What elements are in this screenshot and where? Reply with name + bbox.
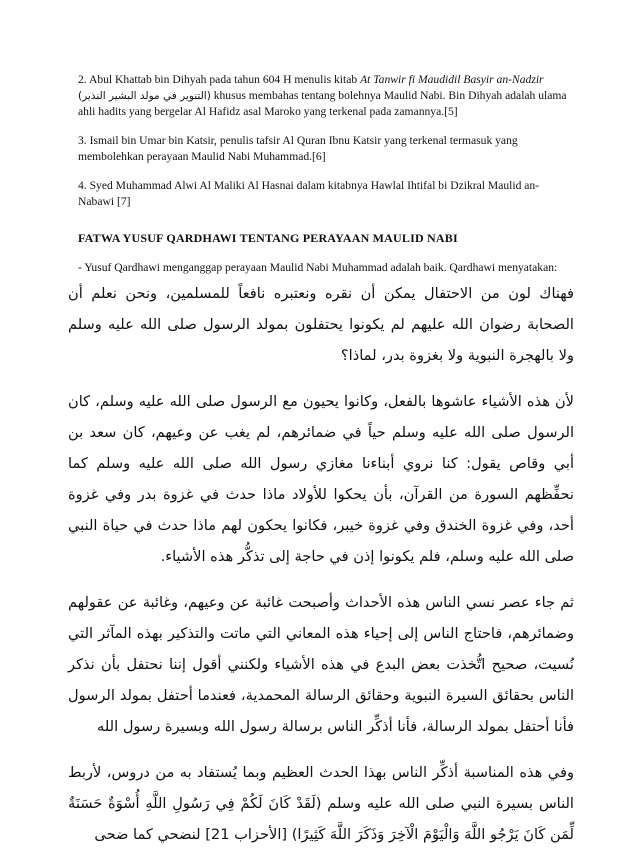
arabic-paragraph-3: ثم جاء عصر نسي الناس هذه الأحداث وأصبحت غائبة عن وعيهم، وغائبة عن عقولهم وضمائرهم، فاحتاج الناس إلى إحياء هذه المعاني التي ماتت والتذكير بهذه المآثر التي نُسيت، صحيح اتُّخذت بعض البدع في هذه الأشياء ولكنني أقول إننا نحتفل بأن نذكر الناس بحقائق السيرة النبوية وحقائق الرسالة المحمدية، فعندما أحتفل بمولد الرسول فأنا أحتفل بمولد الرسالة، فأنا أذكِّر الناس برسالة رسول الله وبسيرة رسول الله [68, 594, 574, 735]
item2-book-title: At Tanwir fi Maudidil Basyir an-Nadzir [360, 73, 544, 86]
list-item-3: 3. Ismail bin Umar bin Katsir, penulis tafsir Al Quran Ibnu Katsir yang terkenal termasuk yang membolehkan perayaan Maulid Nabi Muhammad.[6] [78, 134, 518, 163]
arabic-paragraph-4: وفي هذه المناسبة أذكِّر الناس بهذا الحدث العظيم وبما يُستفاد به من دروس، لأربط الناس بسيرة النبي صلى الله عليه وسلم (لَقَدْ كَانَ لَكُمْ فِي رَسُولِ اللَّهِ أُسْوَةٌ حَسَنَةٌ لِّمَن كَانَ يَرْجُو اللَّهَ وَالْيَوْمَ الْآخِرَ وَذَكَرَ اللَّهَ كَثِيرًا) [الأحزاب 21] لنضحي كما ضحى [68, 764, 574, 843]
item2-text-pre: 2. Abul Khattab bin Dihyah pada tahun 604 H menulis kitab [78, 73, 361, 86]
section-heading: FATWA YUSUF QARDHAWI TENTANG PERAYAAN MAULID NABI [78, 231, 458, 245]
fatwa-intro: - Yusuf Qardhawi menganggap perayaan Maulid Nabi Muhammad adalah baik. Qardhawi menyatakan: [78, 261, 558, 274]
arabic-paragraph-2: لأن هذه الأشياء عاشوها بالفعل، وكانوا يحيون مع الرسول صلى الله عليه وسلم، كان الرسول صلى الله عليه وسلم حياً في ضمائرهم، لم يغب عن وعيهم، كان سعد بن أبي وقاص يقول: كنا نروي أبناءنا مغازي رسول الله صلى الله عليه وسلم كما نحفِّظهم السورة من القرآن، بأن يحكوا للأولاد ماذا حدث في غزوة بدر وفي غزوة أحد، وفي غزوة الخندق وفي غزوة خيبر، فكانوا يحكون لهم ماذا حدث في حياة النبي صلى الله عليه وسلم، فلم يكونوا إذن في حاجة إلى تذكُّر هذه الأشياء. [68, 393, 574, 565]
item2-text-post: khusus membahas tentang bolehnya Maulid Nabi. Bin Dihyah adalah ulama ahli hadits yang bergelar Al Hafidz asal Maroko yang terkenal pada zamannya.[5] [78, 89, 567, 118]
arabic-paragraph-1: فهناك لون من الاحتفال يمكن أن نقره ونعتبره نافعاً للمسلمين، ونحن نعلم أن الصحابة رضوان الله عليهم لم يكونوا يحتفلون بمولد الرسول صلى الله عليه وسلم ولا بالهجرة النبوية ولا بغزوة بدر، لماذا؟ [68, 285, 574, 364]
list-item-4: 4. Syed Muhammad Alwi Al Maliki Al Hasnai dalam kitabnya Hawlal Ihtifal bi Dzikral Maulid an-Nabawi [7] [78, 179, 540, 208]
list-item-2 [78, 72, 574, 120]
item2-arabic-title: (التنوير في مولد البشير النذير) [78, 90, 211, 102]
